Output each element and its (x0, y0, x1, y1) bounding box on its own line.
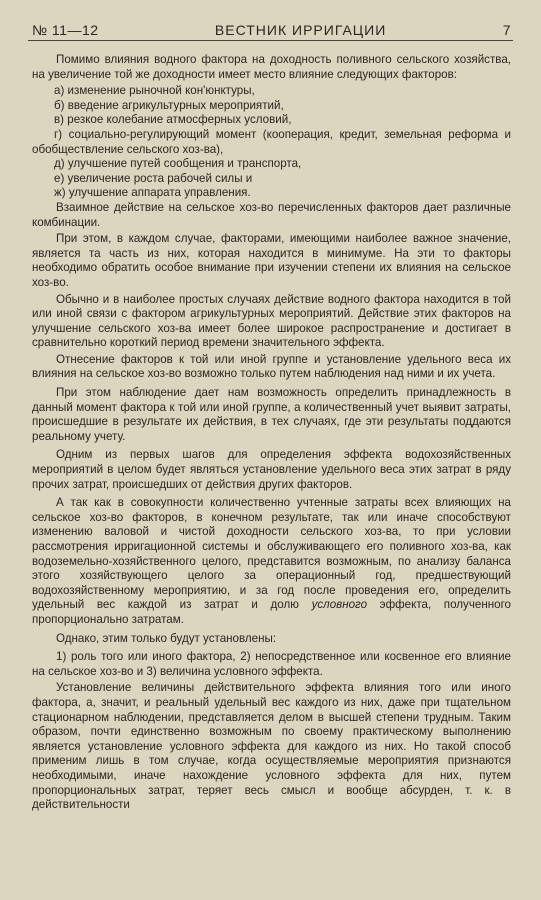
list-item-g: ж) улучшение аппарата управления. (54, 186, 251, 200)
list-item-a: а) изменение рыночной кон'юнктуры, (54, 84, 255, 98)
article-body (28, 53, 513, 813)
paragraph-7-text-a: А так как в совокупности количественно учтенные затраты всех влияющих на сельское хоз-во факторов, в конечном результате, так или иначе способствуют изменению валовой и чистой доходности сельского хоз-ва, то при условии рассмотрения ирригационной системы и обслуживающего его поливного хоз-ва, как водоземельно-хозяйственного целого, представится возможным, по анализу баланса этого хозяйствующего целого за операционный год, предшествующий водохозяйственному мероприятию, и за год после проведения его, определить удельный вес каждой из затрат и долю (32, 496, 511, 612)
paragraph-2: При этом, в каждом случае, факторами, имеющими наиболее важное значение, является та часть из них, которая находится в минимуме. На эти то факторы необходимо обратить особое внимание при изучении степени их влияния на сельское хоз-во. (32, 232, 511, 289)
issue-number: № 11—12 (32, 22, 99, 38)
list-item-f: е) увеличение роста рабочей силы и (54, 171, 253, 185)
list-item-d: г) социально-регулирующий момент (кооперация, кредит, земельная реформа и обобществление сельского хоз-ва), (32, 127, 511, 156)
running-header (28, 22, 513, 41)
paragraph-7-text-b: эффекта, полученного пропорционально затратам. (32, 598, 511, 626)
paragraph-5: При этом наблюдение дает нам возможность определить принадлежность в данный момент фактора к той или иной группе, а количественный учет выявит затраты, происшедшие в результате их действия, в тех случаях, где эти результаты поддаются реальному учету. (32, 386, 511, 443)
paragraph-7 (32, 496, 511, 627)
page-number: 7 (502, 22, 511, 38)
paragraph-8: Однако, этим только будут установлены: (56, 631, 277, 645)
paragraph-intro: Помимо влияния водного фактора на доходность поливного сельского хозяйства, на увеличение той же доходности имеет место влияние следующих факторов: (32, 53, 511, 81)
paragraph-6: Одним из первых шагов для определения эффекта водохозяйственных мероприятий в целом будет являться установление удельного веса этих затрат в ряду прочих затрат, происшедших от действия других факторов. (32, 448, 511, 491)
list-item-e: д) улучшение путей сообщения и транспорта, (54, 157, 302, 171)
list-item-b: б) введение агрикультурных мероприятий, (54, 98, 284, 112)
paragraph-9: 1) роль того или иного фактора, 2) непосредственное или косвенное его влияние на сельское хоз-во и 3) величина условного эффекта. (32, 650, 511, 678)
journal-title: ВЕСТНИК ИРРИГАЦИИ (214, 22, 387, 38)
list-item-c: в) резкое колебание атмосферных условий, (54, 113, 292, 127)
paragraph-1: Взаимное действие на сельское хоз-во перечисленных факторов дает различные комбинации. (32, 200, 511, 229)
paragraph-7-italic: условного (311, 598, 368, 612)
paragraph-4: Отнесение факторов к той или иной группе и установление удельного веса их влияния на сельское хоз-во возможно только путем наблюдения над ними и их учета. (32, 352, 511, 381)
paragraph-3: Обычно и в наиболее простых случаях действие водного фактора находится в той или иной связи с фактором агрикультурных мероприятий. Действие этих факторов на улучшение сельского хоз-ва имеет более широкое распространение и достигает в сравнительно короткий период времени значительного эффекта. (32, 292, 511, 350)
paragraph-10: Установление величины действительного эффекта влияния того или иного фактора, а, значит, и реальный удельный вес каждого из них, даже при тщательном стационарном наблюдении, представляется делом в высшей степени трудным. Таким образом, почти единственно возможным по своему практическому выполнению является установление условного эффекта для каждого из них. Но такой способ применим лишь в том случае, когда осуществляемые мероприятия признаются необходимыми, иначе нахождение условного эффекта для них, путем пропорциональных затрат, теряет весь смысл и вообще абсурден, т. к. в действительности (32, 681, 511, 812)
